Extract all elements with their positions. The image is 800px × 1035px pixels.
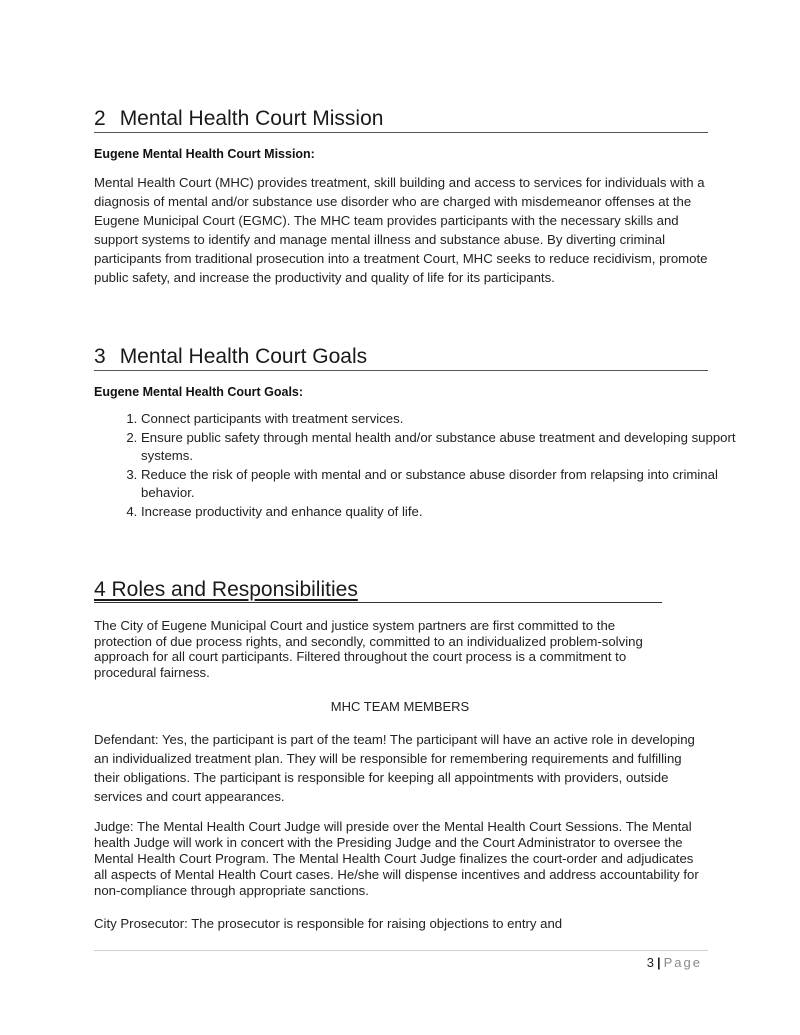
section-3-title: Mental Health Court Goals — [119, 345, 368, 368]
prosecutor-paragraph: City Prosecutor: The prosecutor is responsible for raising objections to entry and — [94, 916, 563, 931]
team-members-heading: MHC TEAM MEMBERS — [330, 699, 470, 714]
section-2-title: Mental Health Court Mission — [119, 107, 384, 130]
section-4-heading — [94, 578, 662, 603]
goal-item: 4. Increase productivity and enhance quality of life. — [141, 503, 741, 522]
section-2-paragraph: Mental Health Court (MHC) provides treatment, skill building and access to services for individuals with a diagnosis of mental and/or substance use disorder who are charged with misdemeanor offenses at the Eugene Municipal Court (EGMC). The MHC team provides participants with the necessary skills and support systems to identify and manage mental illness and substance abuse. By diverting criminal participants from traditional prosecution into a treatment Court, MHC seeks to reduce recidivism, promote public safety, and increase the productivity and quality of life for its participants. — [94, 175, 708, 285]
footer-divider — [94, 950, 708, 951]
defendant-paragraph: Defendant: Yes, the participant is part of the team! The participant will have an active role in developing an individualized treatment plan. They will be responsible for remembering requirements and fulfilling their obligations. The participant is responsible for keeping all appointments with providers, outside services and court appearances. — [94, 732, 695, 804]
roles-intro: The City of Eugene Municipal Court and justice system partners are first committed to the protection of due process rights, and secondly, committed to an individualized problem-solving approach for all court participants. Filtered throughout the court process is a commitment to procedural fairness. — [94, 618, 643, 680]
section-2-heading — [94, 107, 708, 133]
page-footer — [647, 955, 702, 970]
section-3-subheading: Eugene Mental Health Court Goals: — [94, 385, 304, 399]
section-2-number: 2 — [94, 107, 106, 130]
goal-item: 3. Reduce the risk of people with mental and or substance abuse disorder from relapsing into criminal behavior. — [141, 466, 741, 503]
page-label: Page — [663, 955, 702, 970]
judge-paragraph: Judge: The Mental Health Court Judge will preside over the Mental Health Court Sessions. The Mental health Judge will work in concert with the Presiding Judge and the Court Administrator to oversee the Mental Health Court Program. The Mental Health Court Judge finalizes the court-order and adjudicates all aspects of Mental Health Court cases. He/she will dispense incentives and address accountability for non-compliance through appropriate sanctions. — [94, 819, 699, 898]
section-4-title: 4 Roles and Responsibilities — [94, 578, 358, 601]
section-3-heading — [94, 345, 708, 371]
page-number: 3 — [646, 955, 654, 970]
goal-item: 1. Connect participants with treatment services. — [141, 410, 741, 429]
goals-list — [94, 410, 741, 521]
section-2-subheading: Eugene Mental Health Court Mission: — [94, 147, 315, 161]
page-separator: | — [656, 955, 661, 970]
section-3-number: 3 — [94, 345, 106, 368]
goal-item: 2. Ensure public safety through mental health and/or substance abuse treatment and developing support systems. — [141, 429, 741, 466]
